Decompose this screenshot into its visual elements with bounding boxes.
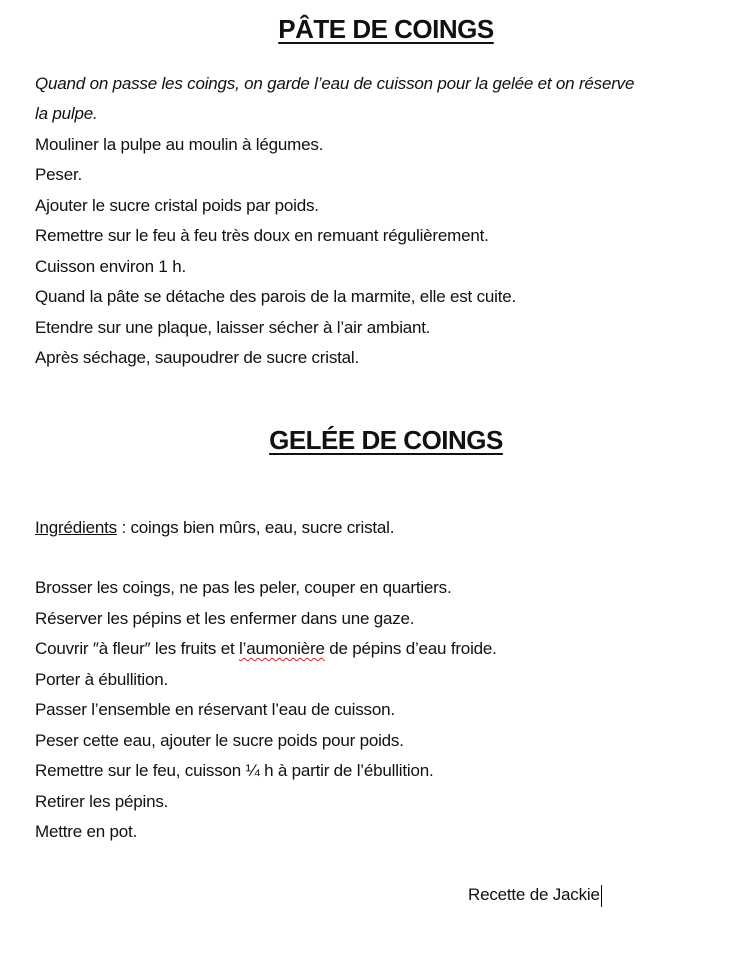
step-line (35, 634, 497, 664)
signature-text: Recette de Jackie (468, 885, 600, 904)
step-text: de pépins d’eau froide. (324, 639, 497, 658)
step-line: Mouliner la pulpe au moulin à légumes. (35, 135, 324, 154)
step-line: Passer l’ensemble en réservant l’eau de cuisson. (35, 700, 395, 719)
step-line: Après séchage, saupoudrer de sucre cristal. (35, 348, 360, 367)
signature-line (468, 880, 602, 910)
step-line: Remettre sur le feu à feu très doux en remuant régulièrement. (35, 226, 489, 245)
step-line: Réserver les pépins et les enfermer dans une gaze. (35, 609, 415, 628)
step-line: Brosser les coings, ne pas les peler, couper en quartiers. (35, 578, 452, 597)
step-line: Peser. (35, 165, 82, 184)
section-title-gelee: GELÉE DE COINGS (269, 425, 503, 455)
ingredients-text: : coings bien mûrs, eau, sucre cristal. (116, 518, 395, 537)
step-line: Etendre sur une plaque, laisser sécher à l’air ambiant. (35, 318, 431, 337)
step-line: Mettre en pot. (35, 822, 138, 841)
step-line: Cuisson environ 1 h. (35, 257, 186, 276)
step-line: Peser cette eau, ajouter le sucre poids pour poids. (35, 731, 404, 750)
ingredients-label: Ingrédients (35, 518, 117, 537)
intro-line-2: la pulpe. (35, 104, 98, 123)
ingredients-line (35, 513, 394, 543)
spellcheck-flagged-word[interactable]: l’aumonière (239, 639, 325, 658)
step-line: Ajouter le sucre cristal poids par poids. (35, 196, 319, 215)
step-line: Quand la pâte se détache des parois de la marmite, elle est cuite. (35, 287, 517, 306)
step-line: Porter à ébullition. (35, 670, 169, 689)
step-line: Retirer les pépins. (35, 792, 169, 811)
intro-line-1: Quand on passe les coings, on garde l’eau de cuisson pour la gelée et on réserve (35, 74, 635, 93)
step-text: Couvrir ″à fleur″ les fruits et (35, 639, 240, 658)
section-title-pate: PÂTE DE COINGS (278, 14, 494, 44)
step-line: Remettre sur le feu, cuisson ¼ h à partir de l’ébullition. (35, 761, 434, 780)
text-cursor (601, 885, 602, 907)
